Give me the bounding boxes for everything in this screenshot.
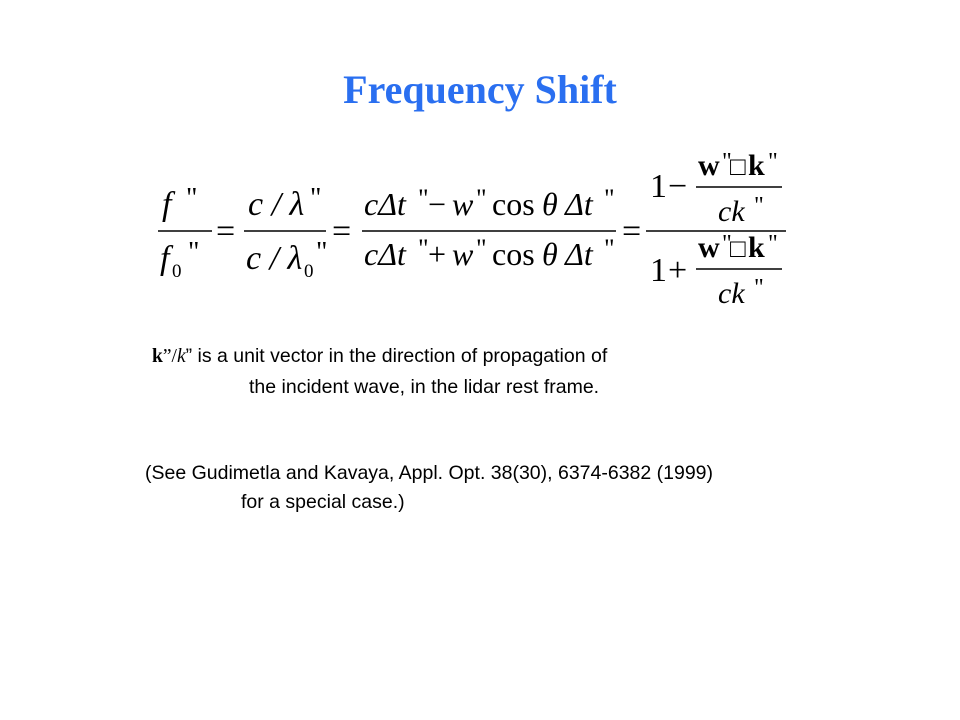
note-k-slash: ”/ [162,346,177,367]
r-num-inner-w: w [698,149,720,182]
m2-denominator: c / λ [246,240,303,277]
equals-2: = [332,213,352,250]
reference-line-1: (See Gudimetla and Kavaya, Appl. Opt. 38(30), 6374-6382 (1999) [145,462,714,484]
lhs-numerator-f: f [162,186,172,223]
reference-line-2: for a special case.) [241,491,405,513]
r-den-inner-dprime-3: " [754,275,764,301]
frequency-shift-equation [150,145,800,315]
lhs-denominator-sub: 0 [172,261,182,282]
m3-den-dprime-3: " [604,234,615,263]
r-den-plus: + [668,252,688,289]
lhs-numerator-dprime: " [186,183,198,214]
note-line-1-rest: ” is a unit vector in the direction of propagation of [185,345,608,367]
equals-1: = [216,213,236,250]
lhs-denominator-f: f [160,240,170,277]
m3-num-minus: − [428,186,447,222]
r-num-inner-ck: ck [718,195,745,228]
m3-num-cdt: cΔt [364,186,406,222]
r-den-inner-dprime-2: " [768,231,778,257]
m3-num-dprime-2: " [476,184,487,213]
note-line-1 [152,345,607,368]
m3-den-plus: + [428,236,447,272]
r-num-inner-box: □ [730,152,746,181]
equals-3: = [622,213,642,250]
equation-svg [150,145,800,315]
m3-den-cos: cos [492,236,535,272]
r-num-inner-dprime-3: " [754,193,764,219]
m3-den-dprime-1: " [418,234,429,263]
lhs-denominator-dprime: " [188,237,200,268]
m3-num-theta-dt: θ Δt [542,186,593,222]
note-k-bold: k [152,346,163,367]
slide-title: Frequency Shift [343,67,617,112]
m3-den-cdt: cΔt [364,236,406,272]
note-k-italic: k [176,346,186,367]
r-den-inner-ck: ck [718,277,745,310]
m3-num-dprime-1: " [418,184,429,213]
r-den-inner-dprime-1: " [722,231,732,257]
r-den-one: 1 [650,252,667,289]
m2-denominator-sub: 0 [304,261,314,282]
m3-num-cos: cos [492,186,535,222]
m3-den-theta-dt: θ Δt [542,236,593,272]
note-line-2: the incident wave, in the lidar rest frame. [249,376,600,398]
m2-numerator-dprime: " [310,183,322,214]
r-den-inner-box: □ [730,234,746,263]
r-num-minus: − [668,168,688,205]
r-num-inner-dprime-1: " [722,149,732,175]
m3-den-w: w [452,236,474,272]
m3-den-dprime-2: " [476,234,487,263]
r-num-inner-k: k [748,149,765,182]
r-num-one: 1 [650,168,667,205]
m2-denominator-dprime: " [316,237,328,268]
m3-num-w: w [452,186,474,222]
m3-num-dprime-3: " [604,184,615,213]
r-den-inner-k: k [748,231,765,264]
r-den-inner-w: w [698,231,720,264]
r-num-inner-dprime-2: " [768,149,778,175]
m2-numerator: c / λ [248,186,305,223]
